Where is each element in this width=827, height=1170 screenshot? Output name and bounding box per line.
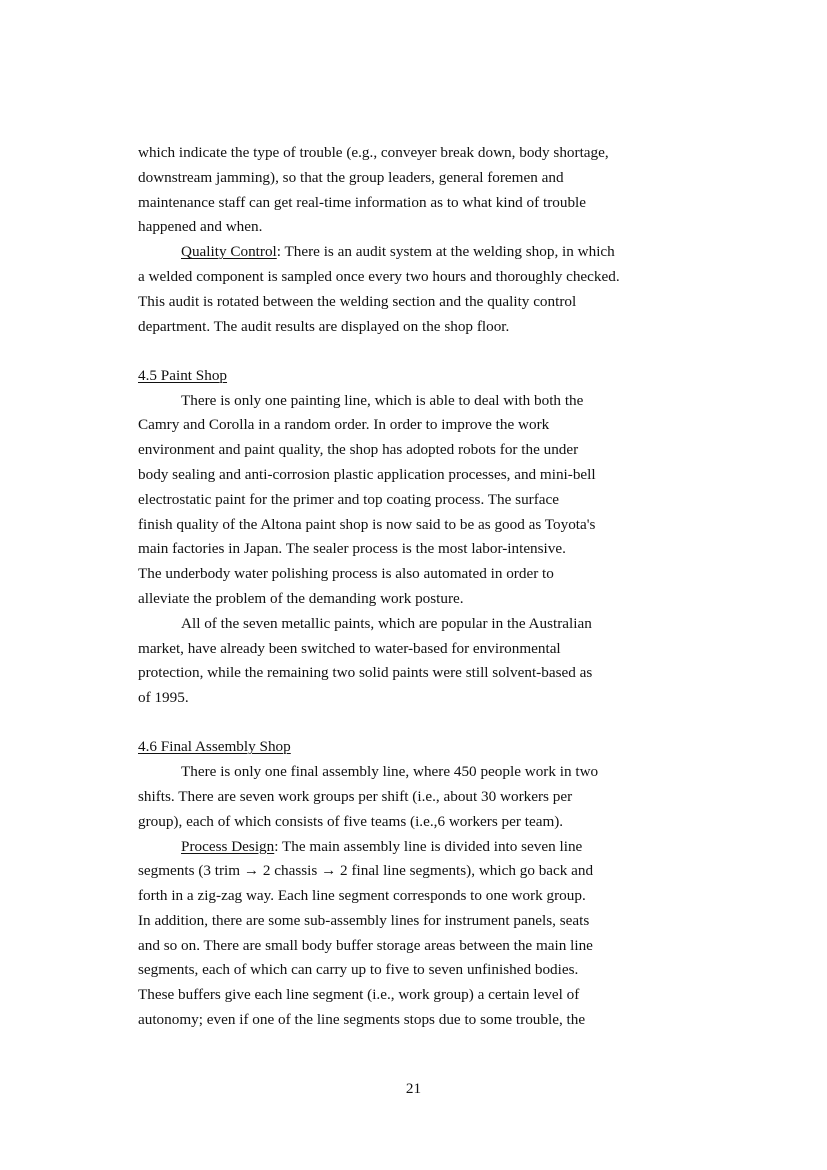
quality-control-paragraph [138,240,738,339]
quality-control-label: Quality Control [181,243,277,261]
text-line: market, have already been switched to water-based for environmental [138,639,561,657]
process-design-paragraph [138,835,738,1033]
section-gap [138,711,738,735]
text-line: There is only one painting line, which is able to deal with both the [181,391,584,409]
text-line: electrostatic paint for the primer and top coating process. The surface [138,490,560,508]
text-line: shifts. There are seven work groups per shift (i.e., about 30 workers per [138,787,573,805]
process-design-label: Process Design [181,837,275,855]
text-line: group), each of which consists of five teams (i.e.,6 workers per team). [138,812,564,830]
text-line [138,240,738,265]
text-line: finish quality of the Altona paint shop is now said to be as good as Toyota's [138,515,596,533]
text-line: of 1995. [138,689,189,707]
text-line: There is only one final assembly line, where 450 people work in two [181,763,599,781]
text-line: department. The audit results are displayed on the shop floor. [138,317,510,335]
text-line: alleviate the problem of the demanding work posture. [138,589,464,607]
text-line: happened and when. [138,218,263,236]
page-number: 21 [405,1080,422,1097]
text-line: forth in a zig-zag way. Each line segment corresponds to one work group. [138,887,586,905]
text-line: maintenance staff can get real-time information as to what kind of trouble [138,193,587,211]
text-line: segments, each of which can carry up to five to seven unfinished bodies. [138,961,579,979]
body-text [138,141,738,1033]
text-line: downstream jamming), so that the group leaders, general foremen and [138,168,564,186]
text-line: The underbody water polishing process is also automated in order to [138,565,554,583]
text-line [138,835,738,860]
process-design-text: : The main assembly line is divided into seven line [274,837,583,855]
section-heading [138,735,738,760]
text-line: In addition, there are some sub-assembly lines for instrument panels, seats [138,911,590,929]
assembly-paragraph-1 [138,760,738,834]
final-assembly-heading: 4.6 Final Assembly Shop [138,738,291,756]
text-line: and so on. There are small body buffer storage areas between the main line [138,936,593,954]
text-line: These buffers give each line segment (i.e., work group) a certain level of [138,986,580,1004]
text-line: All of the seven metallic paints, which are popular in the Australian [181,614,592,632]
text-line: which indicate the type of trouble (e.g., conveyer break down, body shortage, [138,144,609,161]
quality-control-text: : There is an audit system at the welding shop, in which [276,243,615,261]
text-line: body sealing and anti-corrosion plastic application processes, and mini-bell [138,465,596,483]
text-line: environment and paint quality, the shop has adopted robots for the under [138,441,579,459]
text-line: Camry and Corolla in a random order. In order to improve the work [138,416,550,434]
paint-paragraph-1 [138,389,738,612]
section-gap [138,339,738,363]
text-line: a welded component is sampled once every two hours and thoroughly checked. [138,267,620,285]
section-heading [138,364,738,389]
text-line: This audit is rotated between the welding section and the quality control [138,292,577,310]
intro-paragraph [138,141,738,240]
text-line: segments (3 trim → 2 chassis → 2 final line segments), which go back and [138,862,594,880]
text-line: protection, while the remaining two solid paints were still solvent-based as [138,664,593,682]
text-line: autonomy; even if one of the line segments stops due to some trouble, the [138,1011,586,1029]
paint-paragraph-2 [138,612,738,711]
text-line: main factories in Japan. The sealer process is the most labor-intensive. [138,540,566,558]
paint-shop-heading: 4.5 Paint Shop [138,366,228,384]
final-assembly-section [138,735,738,1033]
paint-shop-section [138,364,738,711]
